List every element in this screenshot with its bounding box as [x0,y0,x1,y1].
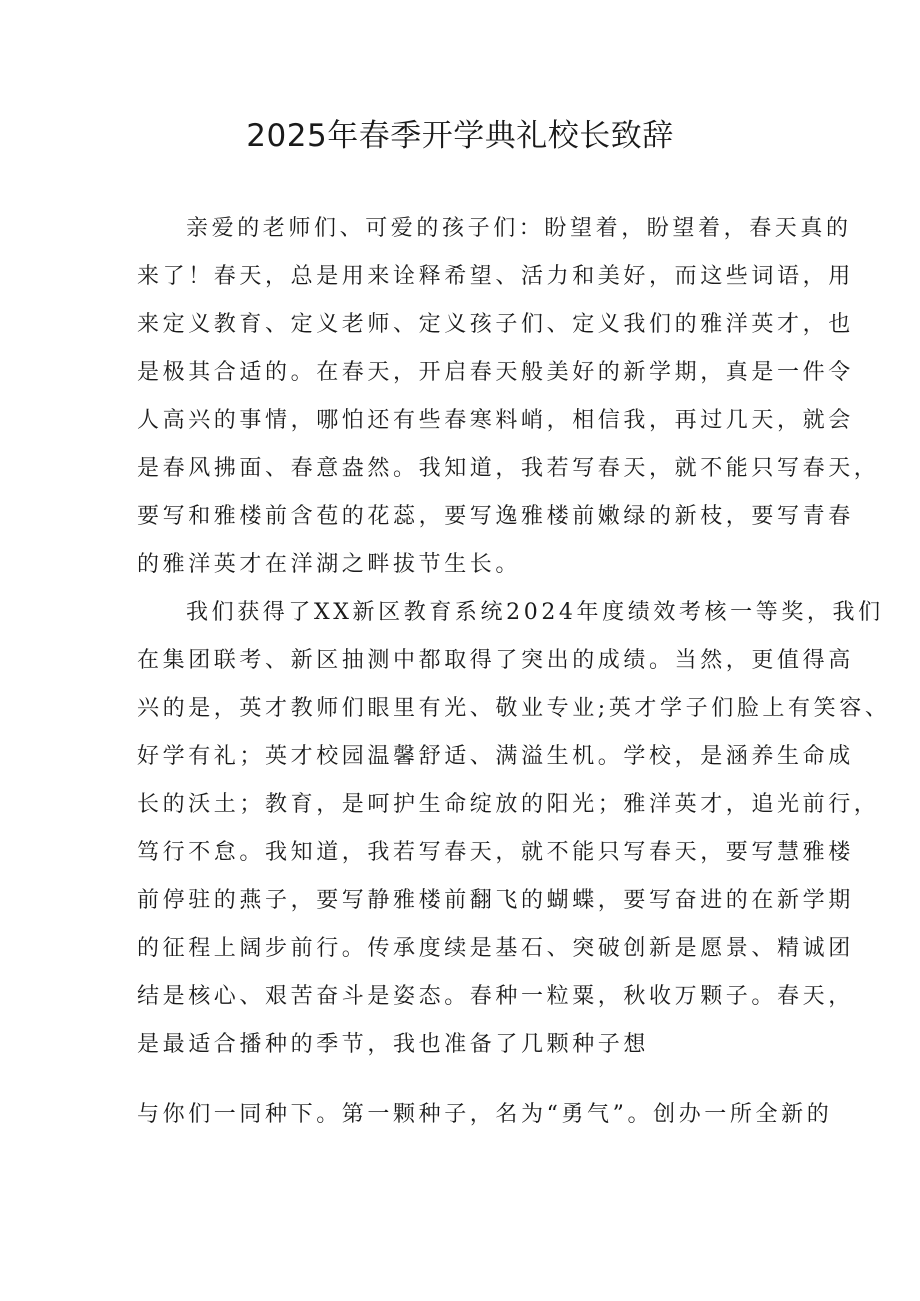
paragraph-1-line-7: 要写和雅楼前含苞的花蕊，要写逸雅楼前嫩绿的新枝，要写青春 [137,504,854,529]
paragraph-1-line-3: 来定义教育、定义老师、定义孩子们、定义我们的雅洋英才，也 [137,312,854,337]
paragraph-2-line-5: 长的沃土；教育，是呵护生命绽放的阳光；雅洋英才，追光前行， [137,792,880,817]
paragraph-1-line-1: 亲爱的老师们、可爱的孩子们：盼望着，盼望着，春天真的 [186,216,852,241]
paragraph-2-line-10: 是最适合播种的季节，我也准备了几颗种子想 [137,1032,650,1057]
paragraph-1-line-8: 的雅洋英才在洋湖之畔拔节生长。 [137,552,522,577]
paragraph-3-line-1: 与你们一同种下。第一颗种子，名为“勇气”。创办一所全新的 [137,1102,833,1127]
paragraph-2-line-3: 兴的是，英才教师们眼里有光、敬业专业;英才学子们脸上有笑容、 [137,696,891,721]
document-title: 2025年春季开学典礼校长致辞 [246,118,674,154]
paragraph-1-line-4: 是极其合适的。在春天，开启春天般美好的新学期，真是一件令 [137,360,854,385]
paragraph-1-line-5: 人高兴的事情，哪怕还有些春寒料峭，相信我，再过几天，就会 [137,408,854,433]
paragraph-1-line-6: 是春风拂面、春意盎然。我知道，我若写春天，就不能只写春天， [137,456,880,481]
paragraph-2-line-1: 我们获得了XX新区教育系统2024年度绩效考核一等奖，我们 [186,600,884,625]
paragraph-2-line-6: 笃行不怠。我知道，我若写春天，就不能只写春天，要写慧雅楼 [137,840,854,865]
paragraph-2-line-2: 在集团联考、新区抽测中都取得了突出的成绩。当然，更值得高 [137,648,854,673]
paragraph-1-line-2: 来了！春天，总是用来诠释希望、活力和美好，而这些词语，用 [137,264,854,289]
paragraph-2-line-4: 好学有礼；英才校园温馨舒适、满溢生机。学校，是涵养生命成 [137,744,854,769]
paragraph-2-line-9: 结是核心、艰苦奋斗是姿态。春种一粒粟，秋收万颗子。春天， [137,984,854,1009]
paragraph-2-line-7: 前停驻的燕子，要写静雅楼前翻飞的蝴蝶，要写奋进的在新学期 [137,888,854,913]
paragraph-2-line-8: 的征程上阔步前行。传承度续是基石、突破创新是愿景、精诚团 [137,936,854,961]
